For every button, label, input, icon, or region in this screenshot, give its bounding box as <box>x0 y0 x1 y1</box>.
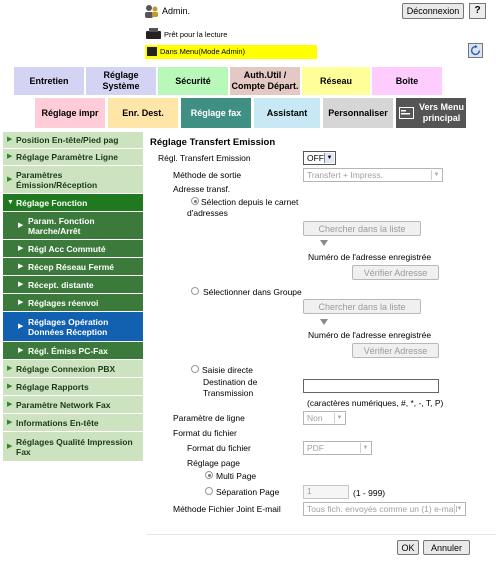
addressbook-option-label: Sélection depuis le carnet d'adresses <box>187 197 299 218</box>
header-area <box>0 0 500 64</box>
arrow-right-icon: ▶ <box>7 153 13 160</box>
direct-input-option-label: Saisie directe <box>202 365 254 375</box>
sidebar-item-reglage-rapports[interactable]: ▶ Réglage Rapports <box>3 378 143 396</box>
help-button[interactable]: ? <box>469 3 486 19</box>
sidebar-item-fonction-marche-arret[interactable]: ▶ Param. Fonction Marche/Arrêt <box>3 212 143 240</box>
arrow-right-icon: ▶ <box>7 136 13 143</box>
arrow-right-icon: ▶ <box>18 262 24 270</box>
chevron-down-icon: ▼ <box>431 170 441 180</box>
arrow-right-icon: ▶ <box>18 346 24 354</box>
output-method-select[interactable]: Transfert + Impress. ▼ <box>303 168 443 182</box>
sidebar-item-informations-entete[interactable]: ▶ Informations En-tête <box>3 414 143 432</box>
arrow-right-icon: ▶ <box>7 418 13 426</box>
transfer-setting-select[interactable]: OFF ▼ <box>303 151 336 165</box>
arrow-right-icon: ▶ <box>18 221 24 229</box>
tab-reglage-impr[interactable]: Réglage impr <box>35 98 105 128</box>
page-separation-input[interactable]: 1 <box>303 485 349 499</box>
page-separation-radio[interactable] <box>205 487 213 495</box>
arrow-right-icon: ▶ <box>18 322 24 330</box>
transfer-setting-label: Régl. Transfert Emission <box>158 153 251 163</box>
form-divider <box>146 534 496 535</box>
arrow-right-icon: ▶ <box>18 244 24 252</box>
arrow-right-icon: ▶ <box>7 442 13 450</box>
tab-assistant[interactable]: Assistant <box>254 98 320 128</box>
verify-address-button[interactable]: Vérifier Adresse <box>352 265 439 280</box>
arrow-right-icon: ▶ <box>7 175 13 183</box>
tab-reglage-fax[interactable]: Réglage fax <box>181 98 251 128</box>
sidebar-item-network-fax[interactable]: ▶ Paramètre Network Fax <box>3 396 143 414</box>
tab-enr-dest[interactable]: Enr. Dest. <box>108 98 178 128</box>
arrow-right-icon: ▶ <box>18 280 24 288</box>
sidebar-item-reglages-reenvoi[interactable]: ▶ Réglages réenvoi <box>3 294 143 312</box>
search-list-button-2[interactable]: Chercher dans la liste <box>303 299 421 314</box>
sidebar-item-emiss-pc-fax[interactable]: ▶ Régl. Émiss PC-Fax <box>3 342 143 360</box>
destination-input[interactable] <box>303 379 439 393</box>
line-parameter-label: Paramètre de ligne <box>173 413 245 423</box>
arrow-down-icon <box>320 319 328 325</box>
tab-personnaliser[interactable]: Personnaliser <box>323 98 393 128</box>
sidebar-item-qualite-impression-fax[interactable]: ▶ Réglages Qualité Impression Fax <box>3 432 143 462</box>
arrow-right-icon: ▶ <box>7 382 13 390</box>
sidebar-item-recep-reseau-ferme[interactable]: ▶ Récep Réseau Fermé <box>3 258 143 276</box>
cancel-button[interactable]: Annuler <box>423 540 470 555</box>
device-status-text: Prêt pour la lecture <box>164 30 228 39</box>
page-setting-label: Réglage page <box>187 458 240 468</box>
line-parameter-select[interactable]: Non ▼ <box>303 411 346 425</box>
verify-address-button-2[interactable]: Vérifier Adresse <box>352 343 439 358</box>
sidebar-item-operation-donnees-reception[interactable]: ▶ Réglages Opération Données Réception <box>3 312 143 342</box>
page-separation-label: Séparation Page <box>216 487 280 497</box>
refresh-icon[interactable] <box>468 43 483 58</box>
arrow-right-icon: ▶ <box>7 364 13 372</box>
output-method-label: Méthode de sortie <box>173 170 242 180</box>
logout-button[interactable]: Déconnexion <box>402 3 464 19</box>
group-radio[interactable] <box>191 287 199 295</box>
chevron-down-icon: ▼ <box>324 153 334 163</box>
sidebar-item-emission-reception[interactable]: ▶ Paramètres Émission/Réception <box>3 166 143 194</box>
tab-boite[interactable]: Boîte <box>372 67 442 95</box>
sidebar-item-position-entete[interactable]: ▶ Position En-tête/Pied pag <box>3 132 143 149</box>
transfer-address-label: Adresse transf. <box>173 184 231 194</box>
admin-mode-icon <box>147 47 157 56</box>
admin-user-label: Admin. <box>162 6 191 16</box>
chevron-down-icon: ▼ <box>334 413 344 423</box>
group-option-label: Sélectionner dans Groupe <box>203 287 302 297</box>
file-format-label: Format du fichier <box>187 443 251 453</box>
tab-reseau[interactable]: Réseau <box>302 67 370 95</box>
sidebar-item-reglage-fonction[interactable]: ▼ Réglage Fonction <box>3 194 143 212</box>
destination-label: Destination de Transmission <box>203 377 258 398</box>
admin-user-icon <box>144 4 159 18</box>
destination-hint: (caractères numériques, #, *, -, T, P) <box>307 398 444 408</box>
printer-status-icon <box>146 28 161 39</box>
search-list-button[interactable]: Chercher dans la liste <box>303 221 421 236</box>
sidebar-item-parametre-ligne[interactable]: ▶ Réglage Paramètre Ligne <box>3 149 143 166</box>
sidebar-item-connexion-pbx[interactable]: ▶ Réglage Connexion PBX <box>3 360 143 378</box>
direct-input-radio[interactable] <box>191 365 199 373</box>
email-attach-method-label: Méthode Fichier Joint E-mail <box>173 504 281 514</box>
multipage-label: Multi Page <box>216 471 257 481</box>
tab-entretien[interactable]: Entretien <box>14 67 84 95</box>
ok-button[interactable]: OK <box>397 540 419 555</box>
arrow-down-icon: ▼ <box>7 198 14 206</box>
sidebar-item-recept-distante[interactable]: ▶ Récept. distante <box>3 276 143 294</box>
arrow-right-icon: ▶ <box>7 400 13 408</box>
arrow-down-icon <box>320 240 328 246</box>
main-menu-icon <box>399 107 414 119</box>
file-format-section-label: Format du fichier <box>173 428 237 438</box>
page-separation-range: (1 - 999) <box>353 488 386 498</box>
file-format-select[interactable]: PDF ▼ <box>303 441 372 455</box>
chevron-down-icon: ▼ <box>454 504 464 514</box>
tab-reglage-systeme[interactable]: Réglage Système <box>86 67 156 95</box>
admin-mode-text: Dans Menu(Mode Admin) <box>160 47 246 56</box>
tab-vers-menu-principal[interactable]: Vers Menu principal <box>396 98 466 128</box>
registered-number-label: Numéro de l'adresse enregistrée <box>308 252 432 262</box>
email-attach-method-select[interactable]: Tous fich. envoyés comme un (1) e-mail ▼ <box>303 502 466 516</box>
page-title: Réglage Transfert Emission <box>150 137 276 148</box>
sidebar-item-acc-commute[interactable]: ▶ Régl Acc Commuté <box>3 240 143 258</box>
tab-auth-util[interactable]: Auth.Util / Compte Départ. <box>230 67 300 95</box>
multipage-radio[interactable] <box>205 471 213 479</box>
chevron-down-icon: ▼ <box>360 443 370 453</box>
arrow-right-icon: ▶ <box>18 298 24 306</box>
tab-securite[interactable]: Sécurité <box>158 67 228 95</box>
admin-mode-banner <box>145 45 317 59</box>
registered-number-label-2: Numéro de l'adresse enregistrée <box>308 330 432 340</box>
